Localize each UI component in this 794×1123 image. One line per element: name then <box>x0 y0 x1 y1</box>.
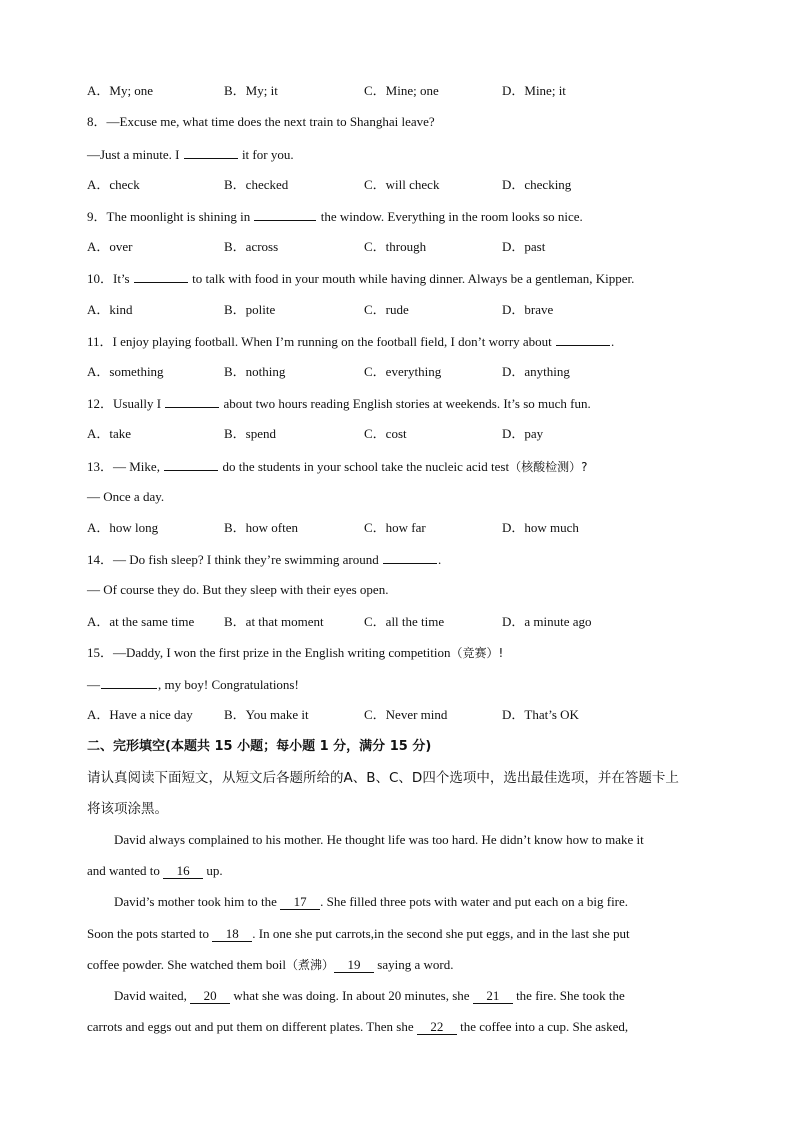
passage-p2-line2 <box>87 925 630 943</box>
q12-stem-b: about two hours reading English stories at weekends. It’s so much fun. <box>223 396 591 411</box>
p3-line1-post: the fire. She took the <box>516 988 625 1003</box>
q13-option-d: D．how much <box>502 520 579 535</box>
q11-stem-a: 11．I enjoy playing football. When I’m running on the football field, I don’t worry about <box>87 334 552 349</box>
q10-stem-a: 10．It’s <box>87 271 130 286</box>
q8-option-c: C．will check <box>364 177 440 192</box>
q11-option-d: D．anything <box>502 364 570 379</box>
q8-reply <box>87 145 294 164</box>
blank-17: 17 <box>280 895 320 910</box>
q14-stem-a: 14．— Do fish sleep? I think they’re swimming around <box>87 552 379 567</box>
passage-p1-line1: David always complained to his mother. He thought life was too hard. He didn’t know how to make it <box>114 832 644 847</box>
p3-line1-mid: what she was doing. In about 20 minutes, she <box>233 988 470 1003</box>
q11-option-a: A．something <box>87 364 164 379</box>
p2-line1-post: . She filled three pots with water and put each on a big fire. <box>320 894 629 909</box>
q9-blank <box>254 207 316 221</box>
passage-p3-line1 <box>87 987 625 1005</box>
q14-option-c: C．all the time <box>364 614 445 629</box>
p3-line2-pre: carrots and eggs out and put them on different plates. Then she <box>87 1019 414 1034</box>
q15-reply <box>87 675 299 694</box>
blank-18: 18 <box>212 927 252 942</box>
blank-20: 20 <box>190 989 230 1004</box>
q15-stem-a: 15．—Daddy, I won the first prize in the English writing competition <box>87 645 451 660</box>
q15-reply-a: — <box>87 677 100 692</box>
q13-stem-cn: （核酸检测）? <box>509 460 588 474</box>
q12-option-b: B．spend <box>224 426 277 441</box>
q14-option-b: B．at that moment <box>224 614 324 629</box>
p1-text-pre: and wanted to <box>87 863 160 878</box>
q9-option-c: C．through <box>364 239 427 254</box>
q10-option-b: B．polite <box>224 302 276 317</box>
q14-stem-b: . <box>437 552 442 567</box>
q11-option-c: C．everything <box>364 364 442 379</box>
section2-title: 二、完形填空(本题共 15 小题；每小题 1 分，满分 15 分) <box>87 739 432 754</box>
blank-21: 21 <box>473 989 513 1004</box>
q10-option-a: A．kind <box>87 302 133 317</box>
q11-blank <box>556 332 610 346</box>
q7-option-a: A．My; one <box>87 83 154 98</box>
p2-line2-pre: Soon the pots started to <box>87 926 210 941</box>
q12-blank <box>165 394 219 408</box>
q9-stem-b: the window. Everything in the room looks so nice. <box>320 209 583 224</box>
q10-blank <box>134 269 188 283</box>
q13-option-a: A．how long <box>87 520 159 535</box>
q15-blank <box>101 675 157 689</box>
q13-stem <box>87 457 587 476</box>
blank-22: 22 <box>417 1020 457 1035</box>
q15-option-b: B．You make it <box>224 707 309 722</box>
q8-stem: 8．—Excuse me, what time does the next train to Shanghai leave? <box>87 114 435 129</box>
passage-p2-line3 <box>87 956 453 974</box>
q9-option-b: B．across <box>224 239 279 254</box>
q8-option-a: A．check <box>87 177 140 192</box>
q14-option-a: A．at the same time <box>87 614 195 629</box>
q13-option-b: B．how often <box>224 520 299 535</box>
q13-reply: — Once a day. <box>87 489 165 504</box>
q13-option-c: C．how far <box>364 520 426 535</box>
q9-option-a: A．over <box>87 239 133 254</box>
p2-line1-pre: David’s mother took him to the <box>114 894 277 909</box>
q15-reply-b: , my boy! Congratulations! <box>158 677 299 692</box>
p2-line3-pre: coffee powder. She watched them boil <box>87 957 287 972</box>
q15-option-d: D．That’s OK <box>502 707 579 722</box>
section2-instruction-line2: 将该项涂黑。 <box>87 801 168 817</box>
q10-stem <box>87 269 634 288</box>
q15-option-c: C．Never mind <box>364 707 448 722</box>
q11-option-b: B．nothing <box>224 364 286 379</box>
passage-p1-line2 <box>87 862 223 880</box>
q8-reply-b: it for you. <box>241 147 294 162</box>
q14-blank <box>383 550 437 564</box>
q12-option-d: D．pay <box>502 426 544 441</box>
section2-instruction-line1: 请认真阅读下面短文，从短文后各题所给的A、B、C、D四个选项中，选出最佳选项，并在答题卡上 <box>87 770 679 786</box>
q14-stem <box>87 550 441 569</box>
q8-option-d: D．checking <box>502 177 572 192</box>
q7-option-c: C．Mine; one <box>364 83 439 98</box>
p3-line2-post: the coffee into a cup. She asked, <box>460 1019 629 1034</box>
q10-option-c: C．rude <box>364 302 409 317</box>
q8-option-b: B．checked <box>224 177 289 192</box>
q8-reply-a: —Just a minute. I <box>87 147 180 162</box>
p3-line1-pre: David waited, <box>114 988 187 1003</box>
q7-option-b: B．My; it <box>224 83 278 98</box>
p1-text-post: up. <box>206 863 223 878</box>
p2-line3-cn: （煮沸） <box>286 958 335 972</box>
passage-p3-line2 <box>87 1018 628 1036</box>
q10-option-d: D．brave <box>502 302 554 317</box>
q9-stem <box>87 207 583 226</box>
q9-stem-a: 9．The moonlight is shining in <box>87 209 251 224</box>
blank-19: 19 <box>334 958 374 973</box>
q14-option-d: D．a minute ago <box>502 614 592 629</box>
q13-blank <box>164 457 218 471</box>
passage-p2-line1 <box>87 893 628 911</box>
p2-line3-post: saying a word. <box>377 957 454 972</box>
q7-option-d: D．Mine; it <box>502 83 566 98</box>
q12-stem-a: 12．Usually I <box>87 396 162 411</box>
q12-option-a: A．take <box>87 426 132 441</box>
q12-option-c: C．cost <box>364 426 407 441</box>
q14-reply: — Of course they do. But they sleep with their eyes open. <box>87 582 389 597</box>
p2-line2-post: . In one she put carrots,in the second she put eggs, and in the last she put <box>252 926 630 941</box>
q10-stem-b: to talk with food in your mouth while having dinner. Always be a gentleman, Kipper. <box>192 271 635 286</box>
q15-stem-cn: （竞赛）! <box>450 646 504 660</box>
q11-stem <box>87 332 614 351</box>
q13-stem-b: do the students in your school take the nucleic acid test <box>222 459 510 474</box>
q12-stem <box>87 394 591 413</box>
q11-stem-b: . <box>611 334 615 349</box>
q15-option-a: A．Have a nice day <box>87 707 193 722</box>
blank-16: 16 <box>163 864 203 879</box>
q9-option-d: D．past <box>502 239 546 254</box>
q15-stem <box>87 644 503 662</box>
q13-stem-a: 13．— Mike, <box>87 459 160 474</box>
q8-blank <box>184 145 238 159</box>
